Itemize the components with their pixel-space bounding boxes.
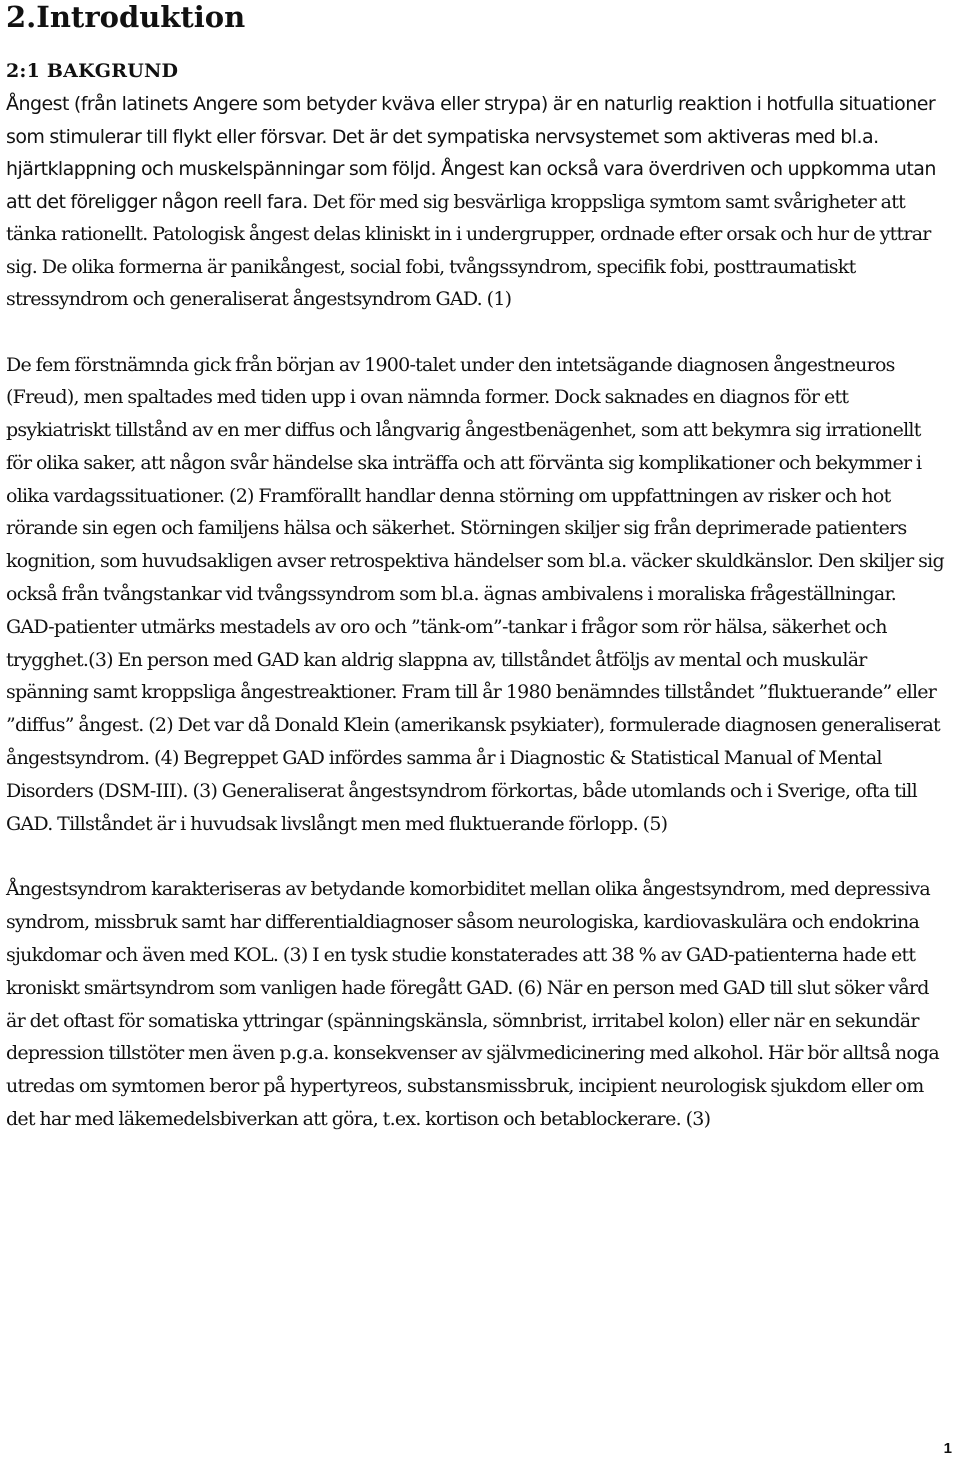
paragraph-background-sans-part: Ångest (från latinets Angere som betyder kväva eller strypa) är en naturlig reaktion i hotfulla situationer som stimulerar till flykt eller försvar. Det är det sympatiska nervsystemet som aktiveras med bl.a. hjärtklappning och muskelspänningar som följd. Ångest kan också vara överdriven och uppkomma utan att det föreligger någon reell fara. (6, 93, 936, 213)
paragraph-background-serif-part: Det för med sig besvärliga kroppsliga symtom samt svårigheter att tänka rationellt. Patologisk ångest delas kliniskt in i undergrupper, ordnade efter orsak och hur de yttrar sig. De olika formerna är panikångest, social fobi, tvångssyndrom, specifik fobi, posttraumatiskt stressyndrom och generaliserat ångestsyndrom GAD. (1) (6, 190, 931, 310)
paragraph-spacer (6, 840, 948, 873)
section-heading: 2:1 BAKGRUND (6, 60, 179, 82)
paragraph-spacer (6, 316, 948, 349)
page-number: 1 (943, 1440, 952, 1457)
chapter-title: 2.Introduktion (6, 0, 246, 34)
paragraph-history: De fem förstnämnda gick från början av 1900-talet under den intetsägande diagnosen ångestneuros (Freud), men spaltades med tiden upp i ovan nämnda former. Dock saknades en diagnos för ett psykiatriskt tillstånd av en mer diffus och långvarig ångestbenägenhet, som att bekymra sig irrationellt för olika saker, att någon svår händelse ska inträffa och att förvänta sig komplikationer och bekymmer i olika vardagssituationer. (2) Framförallt handlar denna störning om uppfattningen av risker och hot rörande sin egen och familjens hälsa och säkerhet. Störningen skiljer sig från deprimerade patienters kognition, som huvudsakligen avser retrospektiva händelser som bl.a. väcker skuldkänslor. Den skiljer sig också från tvångstankar vid tvångssyndrom som bl.a. ägnas ambivalens i moraliska frågeställningar. GAD-patienter utmärks mestadels av oro och ”tänk-om”-tankar i frågor som rör hälsa, säkerhet och trygghet.(3) En person med GAD kan aldrig slappna av, tillståndet åtföljs av mental och muskulär spänning samt kroppsliga ångestreaktioner. Fram till år 1980 benämndes tillståndet ”fluktuerande” eller ”diffus” ångest. (2) Det var då Donald Klein (amerikansk psykiater), formulerade diagnosen generaliserat ångestsyndrom. (4) Begreppet GAD infördes samma år i Diagnostic & Statistical Manual of Mental Disorders (DSM-III). (3) Generaliserat ångestsyndrom förkortas, både utomlands och i Sverige, ofta till GAD. Tillståndet är i huvudsak livslångt men med fluktuerande förlopp. (5) (6, 353, 944, 835)
paragraph-comorbidity: Ångestsyndrom karakteriseras av betydande komorbiditet mellan olika ångestsyndrom, med depressiva syndrom, missbruk samt har differentialdiagnoser såsom neurologiska, kardiovaskulära och endokrina sjukdomar och även med KOL. (3) I en tysk studie konstaterades att 38 % av GAD-patienterna hade ett kroniskt smärtsyndrom som vanligen hade föregått GAD. (6) När en person med GAD till slut söker vård är det oftast för somatiska yttringar (spänningskänsla, sömnbrist, irritabel kolon) eller när en sekundär depression tillstöter men även p.g.a. konsekvenser av självmedicinering med alkohol. Här bör alltså noga utredas om symtomen beror på hypertyreos, substansmissbruk, incipient neurologisk sjukdom eller om det har med läkemedelsbiverkan att göra, t.ex. kortison och betablockerare. (3) (6, 878, 940, 1131)
paragraph-background (6, 88, 948, 316)
